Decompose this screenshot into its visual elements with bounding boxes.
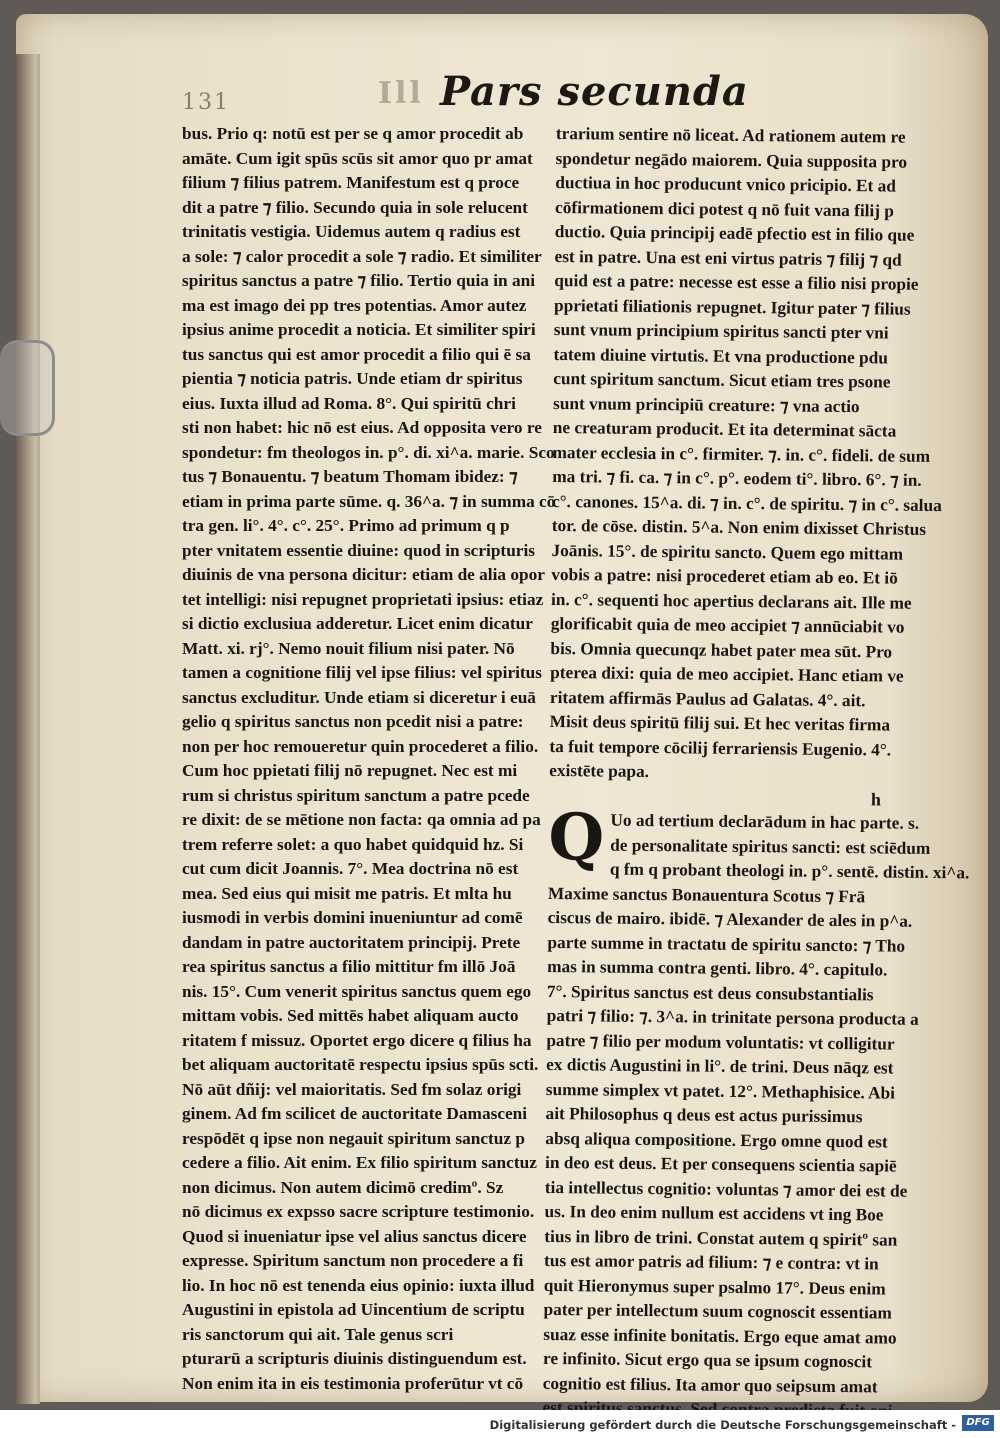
text-line: patre ⁊ filio per modum voluntatis: vt colligitur — [546, 1030, 895, 1054]
text-line: rea spiritus sanctus a filio mittitur fm illō Joā — [182, 957, 516, 976]
text-line: re dixit: de se mētione non facta: qa omnia ad pa — [182, 810, 541, 829]
text-line: tia intellectus cognitio: voluntas ⁊ amor dei est de — [544, 1177, 908, 1201]
text-line: pientia ⁊ noticia patris. Unde etiam dr spiritus — [182, 369, 523, 388]
text-line: q fm q probant theologi in. p°. sentē. distin. xi^a. — [609, 859, 970, 883]
text-line: sunt vnum principium spiritus sancti pter vni — [553, 319, 889, 343]
text-line: a sole: ⁊ calor procedit a sole ⁊ radio. Et similiter — [182, 246, 542, 266]
text-line: in. c°. sequenti hoc apertius declarans ait. Ille me — [550, 589, 912, 613]
right-column-part-b — [542, 799, 970, 1424]
text-line: iusmodi in verbis domini inueniuntur ad comē — [182, 908, 523, 927]
text-line: non dicimus. Non autem dicimō credimº. Sz — [182, 1177, 504, 1197]
text-line: spiritus sanctus a patre ⁊ filio. Tertio quia in ani — [182, 271, 535, 290]
text-line: pater per intellectum suum cognoscit essentiam — [543, 1299, 892, 1323]
text-line: est in patre. Una est eni virtus patris ⁊ filij ⁊ qd — [554, 246, 902, 270]
text-line: sti non habet: hic nō est eius. Ad opposita vero re — [182, 418, 542, 437]
text-line: cōfirmationem dici potest q nō fuit vana filij p — [555, 197, 895, 221]
text-line: tor. de cōse. distin. 5^a. Non enim dixisset Christus — [551, 515, 927, 539]
text-line: tra gen. li°. 4°. c°. 25°. Primo ad primum q p — [182, 516, 510, 535]
section-letter: h — [870, 788, 882, 809]
text-line: tamen a cognitione filij vel ipse filius: vel spiritus — [182, 663, 543, 682]
text-line: nō dicimus ex expsso sacre scripture testimonio. — [182, 1202, 535, 1221]
text-line: pturarū a scripturis diuinis distinguendum est. — [182, 1349, 527, 1368]
text-line: amāte. Cum igit spūs scūs sit amor quo pr amat — [182, 148, 533, 168]
text-line: sanctus excluditur. Unde etiam si diceretur i euā — [182, 687, 536, 707]
text-line: parte summe in tractatu de spiritu sancto: ⁊ Tho — [547, 932, 906, 956]
text-line: Augustini in epistola ad Uincentium de scriptu — [182, 1300, 525, 1319]
text-line: expresse. Spiritum sanctum non procedere a fi — [182, 1251, 524, 1270]
text-line: pter vnitatem essentie diuine: quod in scripturis — [182, 540, 535, 560]
text-line: diuinis de vna persona dicitur: etiam de alia opor — [182, 565, 545, 584]
text-line: ciscus de mairo. ibidē. ⁊ Alexander de ales in p^a. — [547, 907, 913, 931]
text-line: ipsius anime procedit a noticia. Et similiter spiri — [182, 320, 536, 339]
text-line: 7°. Spiritus sanctus est deus consubstantialis — [546, 981, 874, 1004]
initial-capital: Q — [548, 799, 605, 876]
text-line: cunt spiritum sanctum. Sicut etiam tres psone — [553, 368, 891, 392]
left-text-column — [182, 122, 556, 1396]
funding-credit: Digitalisierung gefördert durch die Deutsche Forschungsgemeinschaft - — [489, 1418, 956, 1432]
text-line: vobis a patre: nisi procederet etiam ab eo. Et iō — [551, 564, 898, 588]
right-column-part-a — [549, 122, 942, 787]
running-title: Pars secunda — [440, 68, 749, 115]
text-line: ne creaturam producit. Et ita determinat sācta — [552, 417, 897, 441]
text-line: suaz esse infinite bonitatis. Ergo eque amat amo — [543, 1324, 897, 1348]
text-line: ductio. Quia principij eadē pfectio est in filio que — [554, 221, 915, 245]
text-line: Cum hoc ppietati filij nō repugnet. Nec est mi — [182, 761, 518, 780]
text-line: ma tri. ⁊ fi. ca. ⁊ in c°. p°. eodem ti°. libro. 6°. ⁊ in. — [552, 466, 922, 490]
text-line: mittam vobis. Sed mittēs habet aliquam aucto — [182, 1006, 519, 1025]
text-line: rum si christus spiritum sanctum a patre pcede — [182, 785, 530, 805]
text-line: pprietati filiationis repugnet. Igitur pater ⁊ filius — [553, 295, 911, 319]
text-line: dit a patre ⁊ filio. Secundo quia in sole relucent — [182, 197, 528, 217]
text-line: Nō aūt dñij: vel maioritatis. Sed fm solaz origi — [182, 1079, 522, 1099]
text-line: gelio q spiritus sanctus non pcedit nisi a patre: — [182, 712, 524, 731]
text-line: quid est a patre: necesse est esse a filio nisi propie — [554, 270, 919, 294]
text-line: trinitatis vestigia. Uidemus autem q radius est — [182, 222, 521, 241]
text-line: tus ⁊ Bonauentu. ⁊ beatum Thomam ibidez: ⁊ — [182, 467, 518, 486]
text-line: re infinito. Sicut ergo qua se ipsum cognoscit — [542, 1348, 873, 1372]
text-line: ex dictis Augustini in li°. de trini. Deus nāqz est — [546, 1054, 894, 1078]
text-line: tet intelligi: nisi repugnet proprietati ipsius: etiaz — [182, 589, 544, 609]
text-line: mea. Sed eius qui misit me patris. Et mlta hu — [182, 883, 512, 903]
text-line: mater ecclesia in c°. firmiter. ⁊. in. c°. fideli. de sum — [552, 442, 931, 466]
text-line: spondetur negādo maiorem. Quia supposita pro — [555, 148, 908, 172]
text-line: summe simplex vt patet. 12°. Methaphisice. Abi — [545, 1079, 896, 1103]
text-line: dandam in patre auctoritatem principij. Prete — [182, 932, 521, 952]
text-line: Quod si inueniatur ipse vel alius sanctus dicere — [182, 1226, 527, 1246]
text-line: ginem. Ad fm scilicet de auctoritate Damasceni — [182, 1104, 528, 1123]
text-line: ma est imago dei pp tres potentias. Amor autez — [182, 295, 527, 315]
text-line: ritatem f missuz. Oportet ergo dicere q filius ha — [182, 1030, 532, 1050]
digitization-footer — [0, 1410, 1000, 1438]
right-text-column — [542, 122, 970, 1424]
text-line: ait Philosophus q deus est actus purissimus — [545, 1103, 863, 1127]
text-line: in deo est deus. Et per consequens scientia sapiē — [545, 1152, 897, 1176]
text-line: Non enim ita in eis testimonia proferūtur vt cō — [182, 1373, 524, 1393]
text-line: cut cum dicit Joannis. 7°. Mea doctrina nō est — [182, 859, 519, 878]
text-line: absq aliqua compositione. Ergo omne quod est — [545, 1128, 888, 1152]
dfg-logo: DFG — [962, 1415, 994, 1431]
text-line: ris sanctorum qui ait. Tale genus scri — [182, 1324, 454, 1344]
text-line: patri ⁊ filio: ⁊. 3^a. in trinitate persona producta a — [546, 1005, 919, 1029]
text-line: cognitio est filius. Ita amor quo seipsum amat — [542, 1373, 878, 1396]
text-line: de personalitate spiritus sancti: est sciēdum — [610, 835, 931, 858]
text-line: spondetur: fm theologos in. p°. di. xi^a. marie. Sco — [182, 442, 555, 462]
text-line: Matt. xi. rj°. Nemo nouit filium nisi pater. Nō — [182, 638, 515, 658]
page-clip — [0, 340, 55, 436]
text-line: Uo ad tertium declarādum in hac parte. s. — [610, 810, 920, 833]
text-line: sunt vnum principiū creature: ⁊ vna actio — [552, 393, 860, 416]
text-line: pterea dixi: quia de meo accipiet. Hanc etiam ve — [550, 662, 904, 686]
page-header — [0, 60, 1000, 120]
text-line: Misit deus spiritū filij sui. Et hec veritas firma — [549, 711, 891, 735]
text-line: glorificabit quia de meo accipiet ⁊ annūciabit vo — [550, 613, 905, 637]
text-line: trarium sentire nō liceat. Ad rationem autem re — [555, 123, 906, 147]
text-line: ductiua in hoc producunt vnico pricipio. Et ad — [555, 172, 897, 196]
text-line: trem referre solet: a quo habet quidquid hz. Si — [182, 834, 524, 854]
text-line: si dictio exclusiua adderetur. Licet enim dicatur — [182, 614, 533, 633]
text-line: etiam in prima parte sūme. q. 36^a. ⁊ in summa cō — [182, 491, 556, 511]
text-line: Maxime sanctus Bonauentura Scotus ⁊ Frā — [547, 883, 866, 906]
text-line: quit Hieronymus super psalmo 17°. Deus enim — [543, 1275, 886, 1299]
text-line: respōdēt q ipse non negauit spiritum sanctuz p — [182, 1128, 525, 1148]
text-line: ta fuit tempore cōcilij ferrariensis Eugenio. 4°. — [549, 736, 892, 760]
text-line: bet aliquam auctoritatē respectu ipsius spūs scti. — [182, 1055, 539, 1074]
text-line: eius. Iuxta illud ad Roma. 8°. Qui spiritū chri — [182, 393, 516, 413]
text-line: us. In deo enim nullum est accidens vt ing Boe — [544, 1201, 884, 1225]
bleed-through-text: Ill — [378, 76, 424, 111]
text-line: cedere a filio. Ait enim. Ex filio spiritum sanctuz — [182, 1153, 537, 1172]
text-line: existēte papa. — [549, 760, 650, 782]
text-line: Joānis. 15°. de spiritu sancto. Quem ego mittam — [551, 540, 904, 564]
folio-number: 131 — [182, 90, 230, 115]
text-line: non per hoc remoueretur quin procederet a filio. — [182, 736, 539, 756]
text-line: tatem diuine virtutis. Et vna productione pdu — [553, 344, 888, 367]
text-line: tius in libro de trini. Constat autem q spiritº san — [544, 1226, 898, 1250]
text-line: mas in summa contra genti. libro. 4°. capitulo. — [547, 956, 888, 980]
text-line: bus. Prio q: notū est per se q amor procedit ab — [182, 124, 524, 143]
text-line: tus est amor patris ad filium: ⁊ e contra: vt in — [543, 1250, 879, 1274]
text-line: bis. Omnia quecunqz habet pater mea sūt. Pro — [550, 638, 893, 662]
text-line: filium ⁊ filius patrem. Manifestum est q proce — [182, 173, 520, 192]
text-line: nis. 15°. Cum venerit spiritus sanctus quem ego — [182, 981, 532, 1001]
text-line: tus sanctus qui est amor procedit a filio qui ē sa — [182, 344, 531, 364]
text-line: c°. canones. 15^a. di. ⁊ in. c°. de spiritu. ⁊ in c°. salua — [551, 491, 942, 515]
page-block-edge — [16, 54, 40, 1404]
text-line: ritatem affirmās Paulus ad Galatas. 4°. ait. — [549, 687, 866, 710]
text-line: lio. In hoc nō est tenenda eius opinio: iuxta illud — [182, 1275, 535, 1295]
